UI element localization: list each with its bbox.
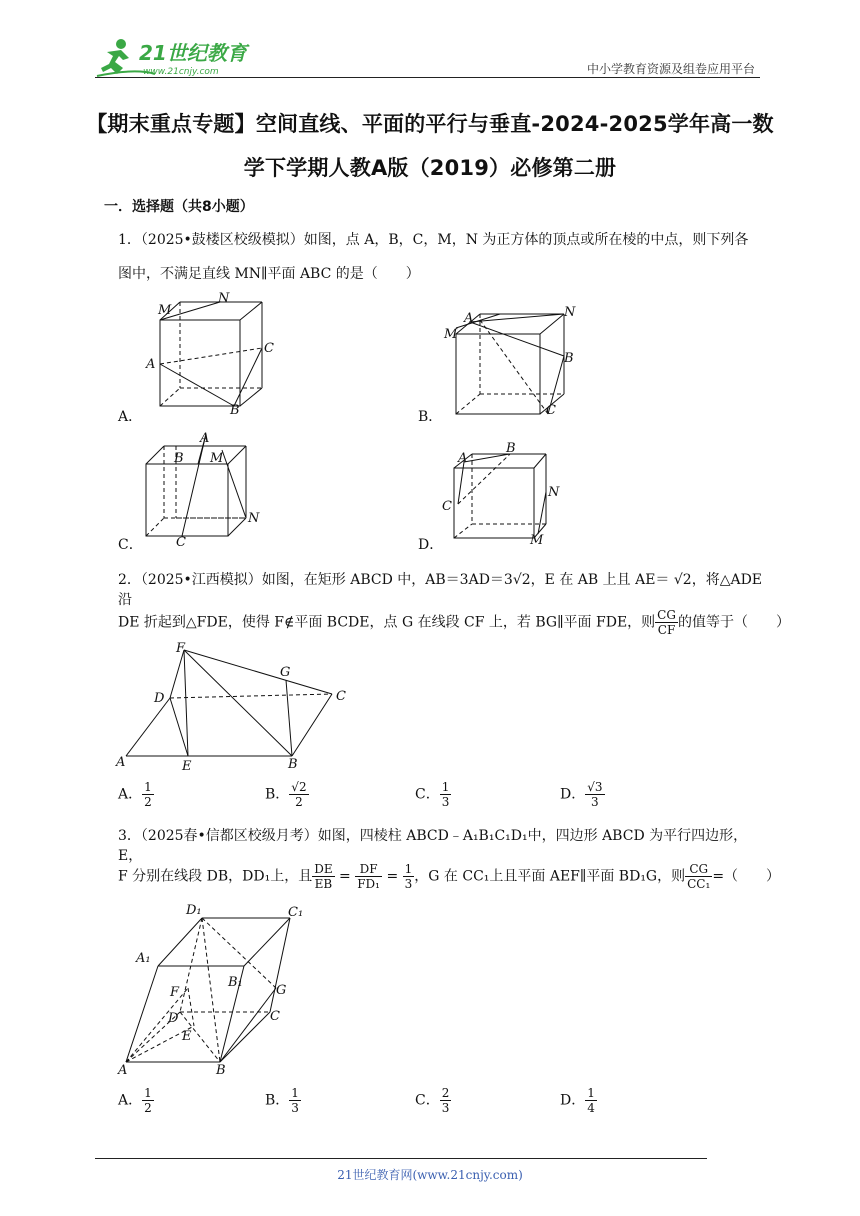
svg-text:D₁: D₁ bbox=[186, 903, 202, 918]
runner-logo-icon bbox=[95, 38, 265, 80]
q3-line1: 3．（2025春•信都区校级月考）如图，四棱柱 ABCD﹣A₁B₁C₁D₁中，四边形 ABCD 为平行四边形，E， bbox=[118, 828, 748, 864]
q2-option-c[interactable]: C． $\frac{1}{3}$ bbox=[415, 780, 450, 809]
svg-text:A: A bbox=[464, 311, 474, 326]
svg-text:C: C bbox=[176, 535, 186, 548]
q2-option-a[interactable]: A． $\frac{1}{2}$ bbox=[118, 780, 152, 809]
svg-text:C₁: C₁ bbox=[288, 905, 304, 920]
svg-text:M: M bbox=[158, 303, 172, 318]
q2-option-b[interactable]: B． $\frac{√2}{2}$ bbox=[265, 780, 307, 809]
svg-text:C: C bbox=[336, 689, 346, 704]
q2-option-d[interactable]: D． $\frac{√3}{3}$ bbox=[560, 780, 603, 809]
q2-fraction: $\frac{CG}{CF}$ bbox=[657, 608, 676, 637]
q1-figure-a bbox=[140, 292, 280, 414]
header-divider bbox=[95, 77, 760, 78]
q1-option-c[interactable]: C． bbox=[118, 537, 143, 553]
q3-option-d[interactable]: D． $\frac{1}{4}$ bbox=[560, 1086, 595, 1115]
q2-line2-text: DE 折起到△FDE，使得 F∉平面 BCDE，点 G 在线段 CF 上，若 BG∥平面 FDE，则 bbox=[118, 614, 656, 631]
q3-option-c[interactable]: C． $\frac{2}{3}$ bbox=[415, 1086, 450, 1115]
svg-text:D: D bbox=[154, 691, 165, 706]
q1-option-d[interactable]: D． bbox=[418, 537, 444, 553]
svg-text:A: A bbox=[118, 1063, 128, 1078]
svg-text:E: E bbox=[182, 759, 192, 774]
q3-line2: F 分别在线段 DB，DD₁上，且 $\frac{DE}{EB}$ = $\frac{DF}{\text{FD₁}}$ = $\frac{1}{3}$ ，G 在 CC₁上且平面 AEF∥平面 BD₁G，则 $\frac{CG}{\text{CC₁}}$ =（ ） bbox=[118, 862, 781, 891]
q1-figure-c bbox=[140, 430, 270, 548]
svg-text:M: M bbox=[210, 451, 224, 466]
svg-text:B: B bbox=[506, 441, 516, 456]
svg-text:N: N bbox=[218, 292, 230, 306]
logo-text: 21世纪教育 bbox=[139, 41, 247, 65]
svg-text:N: N bbox=[548, 485, 560, 500]
svg-text:C: C bbox=[270, 1009, 280, 1024]
svg-text:B₁: B₁ bbox=[228, 975, 243, 990]
svg-text:F: F bbox=[176, 641, 186, 656]
svg-text:F: F bbox=[170, 985, 180, 1000]
q2-figure bbox=[112, 638, 362, 774]
svg-text:B: B bbox=[288, 757, 298, 772]
q1-line1: 1．（2025•鼓楼区校级模拟）如图，点 A，B，C，M，N 为正方体的顶点或所在棱的中点，则下列各 bbox=[118, 232, 749, 248]
svg-text:A: A bbox=[146, 357, 156, 372]
q2-line2 bbox=[118, 608, 790, 637]
svg-text:G: G bbox=[276, 983, 287, 998]
svg-text:M: M bbox=[530, 533, 544, 548]
q1-figure-b bbox=[440, 302, 580, 418]
q1-option-a[interactable]: A． bbox=[118, 409, 143, 425]
svg-text:A: A bbox=[458, 451, 468, 466]
svg-text:B: B bbox=[174, 451, 184, 466]
section-heading: 一．选择题（共8小题） bbox=[104, 199, 254, 215]
page-title-line1: 【期末重点专题】空间直线、平面的平行与垂直-2024-2025学年高一数 bbox=[86, 112, 774, 136]
svg-text:E: E bbox=[182, 1029, 192, 1044]
svg-text:G: G bbox=[280, 665, 291, 680]
svg-text:A: A bbox=[116, 755, 126, 770]
svg-text:B: B bbox=[216, 1063, 226, 1078]
q3-figure bbox=[112, 898, 312, 1078]
svg-text:B: B bbox=[564, 351, 574, 366]
footer-link[interactable]: 21世纪教育网(www.21cnjy.com) bbox=[337, 1168, 523, 1182]
q2-line1: 2．（2025•江西模拟）如图，在矩形 ABCD 中，AB＝3AD＝3√2，E 在 AB 上且 AE＝ √2，将△ADE 沿 bbox=[118, 572, 763, 608]
svg-text:C: C bbox=[546, 403, 556, 418]
site-logo bbox=[95, 38, 265, 80]
svg-text:D: D bbox=[168, 1011, 179, 1026]
q2-line2-end: 的值等于（ ） bbox=[677, 614, 790, 631]
logo-url: www.21cnjy.com bbox=[143, 67, 219, 77]
q1-line2: 图中，不满足直线 MN∥平面 ABC 的是（ ） bbox=[118, 266, 420, 282]
svg-text:A: A bbox=[200, 431, 210, 446]
page-title-line2: 学下学期人教A版（2019）必修第二册 bbox=[243, 156, 617, 180]
svg-text:C: C bbox=[264, 341, 274, 356]
svg-text:A₁: A₁ bbox=[136, 951, 151, 966]
q1-option-b[interactable]: B． bbox=[418, 409, 443, 425]
q1-figure-d bbox=[440, 440, 570, 550]
q3-option-b[interactable]: B． $\frac{1}{3}$ bbox=[265, 1086, 299, 1115]
q3-option-a[interactable]: A． $\frac{1}{2}$ bbox=[118, 1086, 152, 1115]
svg-text:N: N bbox=[248, 511, 260, 526]
svg-text:M: M bbox=[444, 327, 458, 342]
footer-divider bbox=[95, 1158, 707, 1159]
svg-text:N: N bbox=[564, 305, 576, 320]
svg-text:B: B bbox=[230, 403, 240, 414]
svg-text:C: C bbox=[442, 499, 452, 514]
platform-name: 中小学教育资源及组卷应用平台 bbox=[586, 62, 755, 76]
